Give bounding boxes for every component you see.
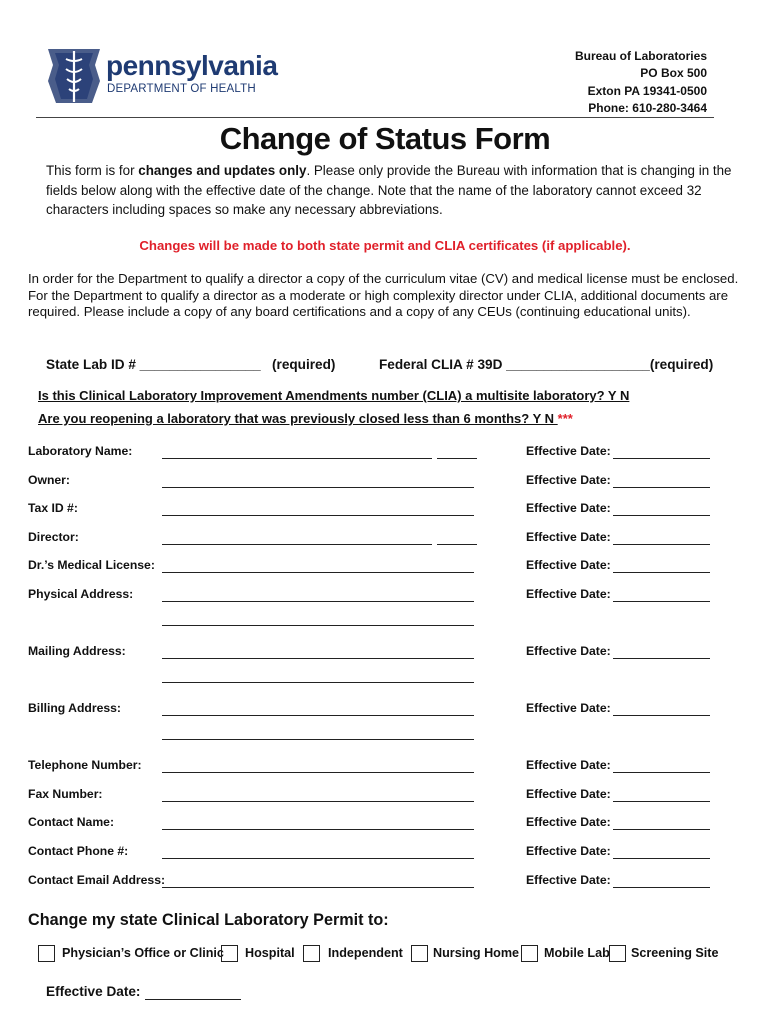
intro-paragraph [46, 161, 736, 220]
state-lab-id-field[interactable]: State Lab ID # ________________ [46, 357, 261, 372]
intro-text: . Please only provide the Bureau with information that is changing in the fields below along with the effective date of the change. Note that the name of the laboratory cannot exceed 32 characters including spaces so make any necessary abbreviations. [46, 163, 732, 217]
fax-number-field[interactable] [162, 801, 474, 802]
telephone-number-effective-date-field[interactable] [613, 772, 710, 773]
logo-subtitle: DEPARTMENT OF HEALTH [107, 83, 256, 95]
director-effective-date-field[interactable] [613, 544, 710, 545]
dr-s-medical-license-effective-date-field[interactable] [613, 572, 710, 573]
director-label: Director: [28, 530, 79, 544]
contact-email-address-field[interactable] [162, 887, 474, 888]
contact-name-effective-date-field[interactable] [613, 829, 710, 830]
laboratory-name-label: Laboratory Name: [28, 444, 133, 458]
intro-text: This form is for [46, 163, 139, 178]
billing-address-effective-date-field[interactable] [613, 715, 710, 716]
required-asterisks: *** [557, 411, 573, 426]
contact-name-field[interactable] [162, 829, 474, 830]
header-divider [36, 117, 714, 118]
reopening-question[interactable] [38, 411, 573, 426]
contact-phone-label: Contact Phone #: [28, 844, 129, 858]
permit-effective-date-label: Effective Date: [46, 984, 141, 999]
owner-field[interactable] [162, 487, 474, 488]
fax-number-effective-date-field[interactable] [613, 801, 710, 802]
physicians-office-label: Physician’s Office or Clinic [62, 946, 224, 960]
mobile-lab-label: Mobile Lab [544, 946, 610, 960]
telephone-number-field[interactable] [162, 772, 474, 773]
laboratory-name-effective-date-label: Effective Date: [526, 444, 611, 458]
owner-effective-date-label: Effective Date: [526, 473, 611, 487]
laboratory-name-effective-date-field[interactable] [613, 458, 710, 459]
contact-email-address-effective-date-field[interactable] [613, 887, 710, 888]
reopening-question-text: Are you reopening a laboratory that was previously closed less than 6 months? Y N [38, 411, 558, 426]
physical-address-effective-date-label: Effective Date: [526, 587, 611, 601]
dr-s-medical-license-field[interactable] [162, 572, 474, 573]
mailing-address-field-line-2[interactable] [162, 682, 474, 683]
laboratory-name-field-extension[interactable] [437, 458, 477, 459]
federal-clia-field[interactable]: Federal CLIA # 39D ___________________(required) [379, 357, 714, 372]
address-line: Exton PA 19341-0500 [587, 83, 707, 98]
mailing-address-effective-date-field[interactable] [613, 658, 710, 659]
mailing-address-effective-date-label: Effective Date: [526, 644, 611, 658]
mailing-address-field[interactable] [162, 658, 474, 659]
nursing-home-label: Nursing Home [433, 946, 520, 960]
state-lab-id-required: (required) [272, 357, 336, 372]
intro-emphasis: changes and updates only [138, 163, 307, 178]
tax-id-effective-date-field[interactable] [613, 515, 710, 516]
independent-label: Independent [328, 946, 403, 960]
keystone-caduceus-icon [48, 49, 100, 103]
multisite-question[interactable]: Is this Clinical Laboratory Improvement Amendments number (CLIA) a multisite laboratory? Y N [38, 388, 630, 403]
hospital-label: Hospital [245, 946, 295, 960]
contact-phone-effective-date-field[interactable] [613, 858, 710, 859]
dr-s-medical-license-label: Dr.’s Medical License: [28, 558, 155, 572]
address-line: PO Box 500 [640, 66, 707, 81]
owner-effective-date-field[interactable] [613, 487, 710, 488]
permit-heading: Change my state Clinical Laboratory Permit to: [28, 911, 389, 929]
physical-address-field[interactable] [162, 601, 474, 602]
director-field-extension[interactable] [437, 544, 477, 545]
contact-phone-field[interactable] [162, 858, 474, 859]
billing-address-field-line-2[interactable] [162, 739, 474, 740]
physicians-office-checkbox[interactable] [38, 945, 55, 962]
mailing-address-label: Mailing Address: [28, 644, 126, 658]
mobile-lab-checkbox[interactable] [521, 945, 538, 962]
physical-address-label: Physical Address: [28, 587, 134, 601]
telephone-number-label: Telephone Number: [28, 758, 142, 772]
director-field[interactable] [162, 544, 432, 545]
laboratory-name-field[interactable] [162, 458, 432, 459]
form-title: Change of Status Form [219, 121, 551, 156]
tax-id-effective-date-label: Effective Date: [526, 501, 611, 515]
independent-checkbox[interactable] [303, 945, 320, 962]
screening-site-checkbox[interactable] [609, 945, 626, 962]
contact-name-effective-date-label: Effective Date: [526, 815, 611, 829]
dr-s-medical-license-effective-date-label: Effective Date: [526, 558, 611, 572]
contact-phone-effective-date-label: Effective Date: [526, 844, 611, 858]
contact-email-address-label: Contact Email Address: [28, 873, 166, 887]
tax-id-label: Tax ID #: [28, 501, 78, 515]
address-line: Bureau of Laboratories [574, 49, 707, 63]
hospital-checkbox[interactable] [221, 945, 238, 962]
screening-site-label: Screening Site [631, 946, 719, 960]
logo-wordmark: pennsylvania [106, 50, 278, 81]
owner-label: Owner: [28, 473, 70, 487]
physical-address-field-line-2[interactable] [162, 625, 474, 626]
director-effective-date-label: Effective Date: [526, 530, 611, 544]
director-qualification-text: In order for the Department to qualify a director a copy of the curriculum vitae (CV) and medical license must be enclosed. For the Department to qualify a director as a moderate or high complexity director under CLIA, additional documents are required. Please include a copy of any board certifications and a copy of any CEUs (continuing educational units). [28, 271, 739, 319]
bureau-address [575, 48, 707, 117]
billing-address-label: Billing Address: [28, 701, 121, 715]
billing-address-effective-date-label: Effective Date: [526, 701, 611, 715]
nursing-home-checkbox[interactable] [411, 945, 428, 962]
fax-number-effective-date-label: Effective Date: [526, 787, 611, 801]
contact-name-label: Contact Name: [28, 815, 115, 829]
billing-address-field[interactable] [162, 715, 474, 716]
address-line: Phone: 610-280-3464 [588, 100, 707, 115]
telephone-number-effective-date-label: Effective Date: [526, 758, 611, 772]
notice-banner: Changes will be made to both state permit and CLIA certificates (if applicable). [139, 238, 631, 253]
permit-effective-date-field[interactable] [145, 999, 241, 1000]
contact-email-address-effective-date-label: Effective Date: [526, 873, 611, 887]
fax-number-label: Fax Number: [28, 787, 103, 801]
tax-id-field[interactable] [162, 515, 474, 516]
physical-address-effective-date-field[interactable] [613, 601, 710, 602]
